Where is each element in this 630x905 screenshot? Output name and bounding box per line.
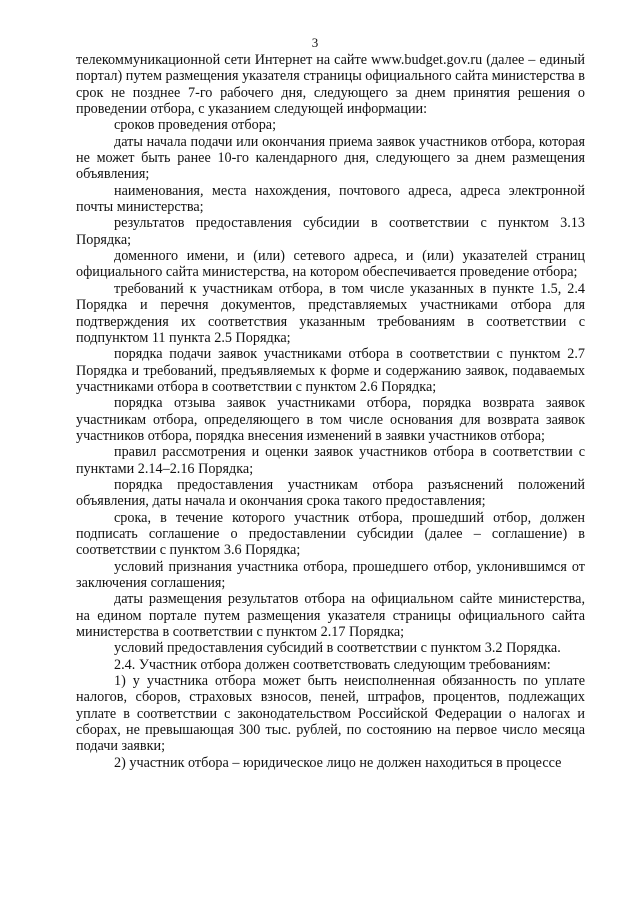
paragraph-application-dates: даты начала подачи или окончания приема заявок участников отбора, которая не может быть ранее 10-го календарного дня, следующего за днем размещения объявления; [76,133,585,183]
paragraph-application-procedure: порядка подачи заявок участниками отбора в соответствии с пунктом 2.7 Порядка и требований, предъявляемых к форме и содержанию заявок, подаваемых участниками отбора в соответствии с пунктом 2.6 Порядка; [76,346,585,395]
paragraph-subsidy-results: результатов предоставления субсидии в соответствии с пунктом 3.13 Порядка; [76,215,585,248]
paragraph-domain-name: доменного имени, и (или) сетевого адреса, и (или) указателей страниц официального сайта министерства, на котором обеспечивается проведение отбора; [76,248,585,281]
paragraph-clarifications: порядка предоставления участникам отбора разъяснений положений объявления, даты начала и окончания срока такого предоставления; [76,476,585,510]
paragraph-subsidy-conditions: условий предоставления субсидий в соответствии с пунктом 3.2 Порядка. [114,640,561,657]
paragraph-requirement-2: 2) участник отбора – юридическое лицо не должен находиться в процессе [114,754,562,771]
paragraph-continuation: телекоммуникационной сети Интернет на сайте www.budget.gov.ru (далее – единый портал) путем размещения указателя страницы официального сайта министерства в срок не позднее 7-го рабочего дня, следующего за днем принятия решения о проведении отбора, с указанием следующей информации: [76,52,585,118]
paragraph-section-2-4: 2.4. Участник отбора должен соответствовать следующим требованиям: [114,656,551,673]
paragraph-ministry-contacts: наименования, места нахождения, почтового адреса, адреса электронной почты министерства; [76,182,585,216]
paragraph-evasion-conditions: условий признания участника отбора, прошедшего отбор, уклонившимся от заключения соглашения; [76,558,585,591]
paragraph-requirement-1: 1) у участника отбора может быть неисполненная обязанность по уплате налогов, сборов, страховых взносов, пеней, штрафов, процентов, подлежащих уплате в соответствии с законодательством Российской Федерации о налогах и сборах, не превышающая 300 тыс. рублей, по состоянию на первое число месяца подачи заявки; [76,673,585,755]
paragraph-withdrawal-procedure: порядка отзыва заявок участниками отбора, порядка возврата заявок участникам отбора, определяющего в том числе основания для возврата заявок участников отбора, порядка внесения изменений в заявки участников отбора; [76,395,585,444]
document-body [76,52,585,771]
paragraph-selection-terms: сроков проведения отбора; [114,117,277,134]
paragraph-results-publication: даты размещения результатов отбора на официальном сайте министерства, на едином портале путем размещения указателя страницы официального сайта министерства в соответствии с пунктом 2.17 Порядка; [76,591,585,641]
paragraph-review-rules: правил рассмотрения и оценки заявок участников отбора в соответствии с пунктами 2.14–2.16 Порядка; [76,444,585,477]
paragraph-participant-requirements: требований к участникам отбора, в том числе указанных в пункте 1.5, 2.4 Порядка и перечня документов, представляемых участниками отбора для подтверждения их соответствия указанным требованиям в соответствии с подпунктом 11 пункта 2.5 Порядка; [76,280,585,346]
page-number: 3 [311,35,319,50]
paragraph-agreement-term: срока, в течение которого участник отбора, прошедший отбор, должен подписать соглашение о предоставлении субсидии (далее – соглашение) в соответствии с пунктом 3.6 Порядка; [76,509,585,559]
